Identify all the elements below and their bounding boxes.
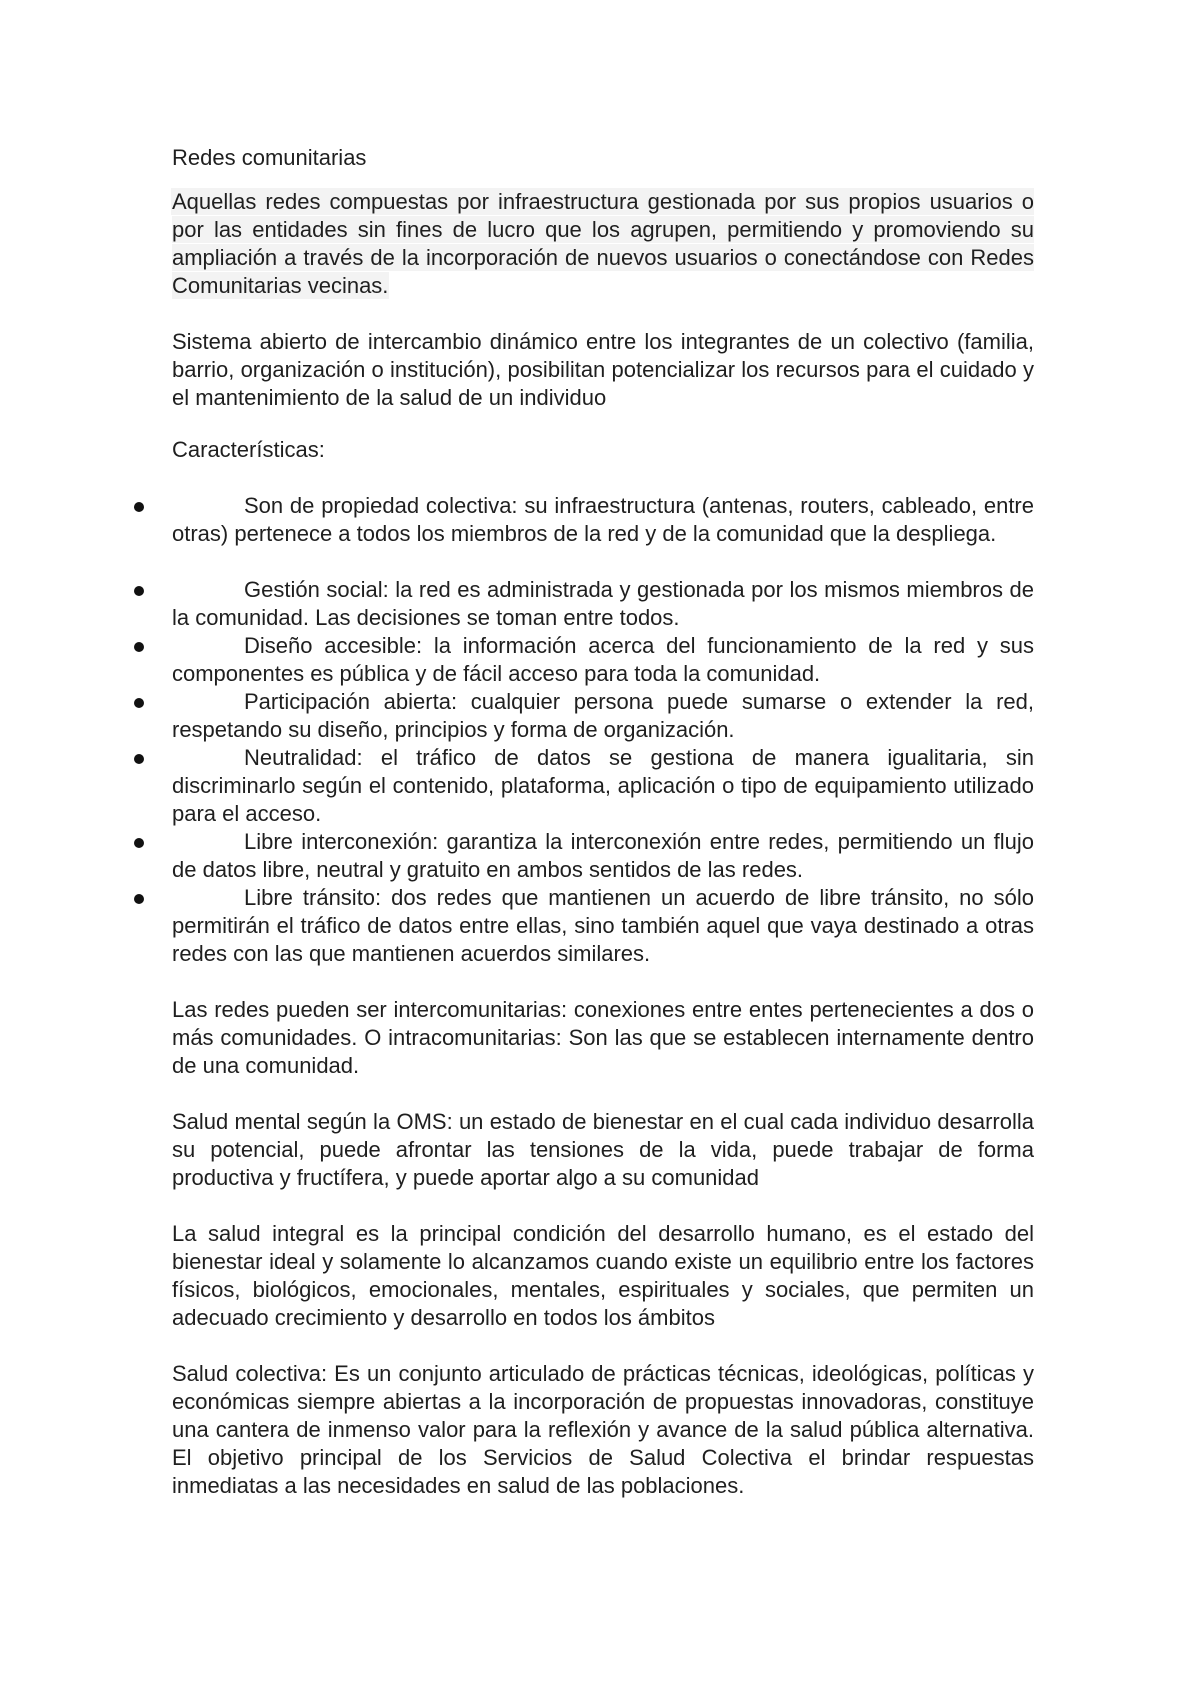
features-heading: Características: bbox=[172, 437, 325, 462]
list-item: Libre tránsito: dos redes que mantienen un acuerdo de libre tránsito, no sólo permitirán el tráfico de datos entre ellas, sino también aquel que vaya destinado a otras redes con las que mantienen acuerdos similares. bbox=[172, 885, 1034, 966]
list-item: Son de propiedad colectiva: su infraestructura (antenas, routers, cableado, entre otras) pertenece a todos los miembros de la red y de la comunidad que la despliega. bbox=[172, 493, 1034, 546]
list-item: Libre interconexión: garantiza la interconexión entre redes, permitiendo un flujo de datos libre, neutral y gratuito en ambos sentidos de las redes. bbox=[172, 829, 1034, 882]
mental-health-paragraph: Salud mental según la OMS: un estado de bienestar en el cual cada individuo desarrolla su potencial, puede afrontar las tensiones de la vida, puede trabajar de forma productiva y fructífera, y puede aportar algo a su comunidad bbox=[172, 1109, 1034, 1190]
network-types-paragraph: Las redes pueden ser intercomunitarias: conexiones entre entes pertenecientes a dos o más comunidades. O intracomunitarias: Son las que se establecen internamente dentro de una comunidad. bbox=[172, 997, 1034, 1078]
bullet-icon bbox=[134, 698, 144, 708]
bullet-icon bbox=[134, 838, 144, 848]
bullet-icon bbox=[134, 754, 144, 764]
list-item: Gestión social: la red es administrada y gestionada por los mismos miembros de la comunidad. Las decisiones se toman entre todos. bbox=[172, 577, 1034, 630]
list-item: Neutralidad: el tráfico de datos se gestiona de manera igualitaria, sin discriminarlo según el contenido, plataforma, aplicación o tipo de equipamiento utilizado para el acceso. bbox=[172, 745, 1034, 826]
list-item: Diseño accesible: la información acerca del funcionamiento de la red y sus componentes es pública y de fácil acceso para toda la comunidad. bbox=[172, 633, 1034, 686]
bullet-icon bbox=[134, 586, 144, 596]
collective-health-paragraph: Salud colectiva: Es un conjunto articulado de prácticas técnicas, ideológicas, políticas y económicas siempre abiertas a la incorporación de propuestas innovadoras, constituye una cantera de inmenso valor para la reflexión y avance de la salud pública alternativa. El objetivo principal de los Servicios de Salud Colectiva el brindar respuestas inmediatas a las necesidades en salud de las poblaciones. bbox=[172, 1361, 1034, 1498]
bullet-icon bbox=[134, 894, 144, 904]
bullet-icon bbox=[134, 642, 144, 652]
document-title: Redes comunitarias bbox=[172, 145, 367, 170]
list-item: Participación abierta: cualquier persona puede sumarse o extender la red, respetando su diseño, principios y forma de organización. bbox=[172, 689, 1034, 742]
bullet-icon bbox=[134, 502, 144, 512]
system-paragraph: Sistema abierto de intercambio dinámico entre los integrantes de un colectivo (familia, barrio, organización o institución), posibilitan potencializar los recursos para el cuidado y el mantenimiento de la salud de un individuo bbox=[172, 329, 1034, 410]
integral-health-paragraph: La salud integral es la principal condición del desarrollo humano, es el estado del bienestar ideal y solamente lo alcanzamos cuando existe un equilibrio entre los factores físicos, biológicos, emocionales, mentales, espirituales y sociales, que permiten un adecuado crecimiento y desarrollo en todos los ámbitos bbox=[172, 1221, 1034, 1330]
definition-text: Aquellas redes compuestas por infraestructura gestionada por sus propios usuarios o por las entidades sin fines de lucro que los agrupen, permitiendo y promoviendo su ampliación a través de la incorporación de nuevos usuarios o conectándose con Redes Comunitarias vecinas. bbox=[172, 189, 1034, 298]
definition-paragraph bbox=[172, 188, 1034, 300]
